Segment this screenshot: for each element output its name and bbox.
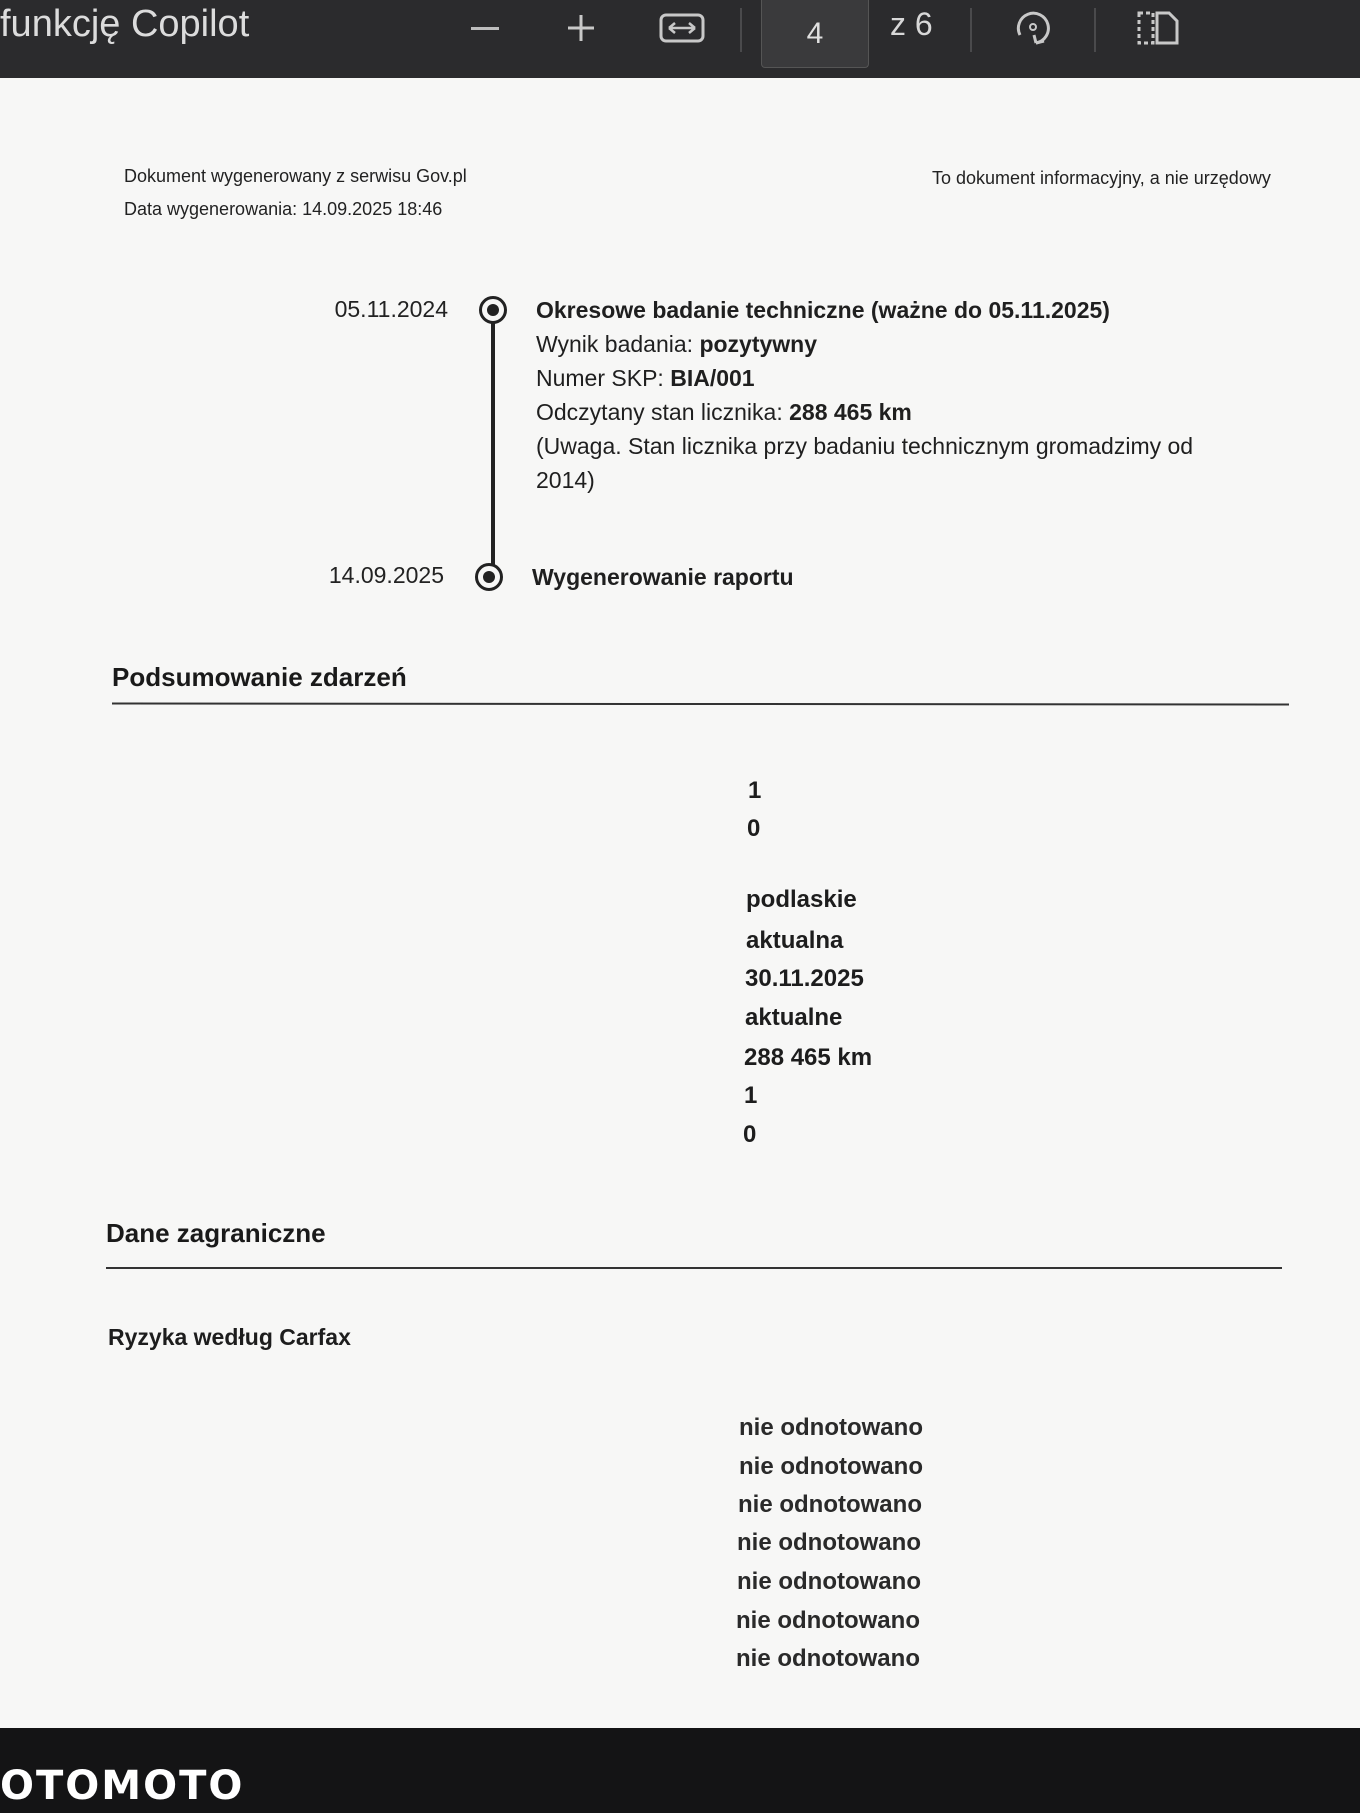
summary-value: 1 (744, 1082, 758, 1109)
timeline-line (491, 310, 495, 578)
timeline-dot (475, 563, 503, 591)
toolbar-separator (740, 8, 742, 52)
summary-value: 0 (743, 1121, 757, 1148)
summary-value: aktualna (746, 927, 844, 954)
generated-line: Data wygenerowania: 14.09.2025 18:46 (124, 199, 443, 219)
rotate-button[interactable] (1005, 0, 1061, 56)
event-skp: Numer SKP: BIA/001 (536, 365, 755, 391)
carfax-subtitle: Ryzyka według Carfax (108, 1324, 351, 1350)
summary-value: 30.11.2025 (745, 965, 864, 992)
section-divider (106, 1267, 1282, 1269)
event-title: Wygenerowanie raportu (532, 564, 794, 590)
foreign-section-title: Dane zagraniczne (106, 1218, 326, 1248)
document-page (0, 78, 1360, 1728)
timeline-event-report (532, 560, 794, 594)
summary-value: podlaskie (746, 886, 857, 913)
page-total-label: z 6 (890, 6, 933, 42)
plus-icon (566, 13, 596, 43)
source-line: Dokument wygenerowany z serwisu Gov.pl (124, 166, 467, 186)
event-meter: Odczytany stan licznika: 288 465 km (536, 399, 912, 425)
fit-width-button[interactable] (656, 0, 708, 56)
timeline-date: 14.09.2025 (328, 562, 444, 588)
disclaimer-text: To dokument informacyjny, a nie urzędowy (932, 168, 1271, 188)
page-view-button[interactable] (1130, 0, 1186, 56)
two-page-icon (1135, 9, 1181, 47)
toolbar-separator (970, 8, 972, 52)
risk-value: nie odnotowano (736, 1607, 920, 1634)
fit-width-icon (659, 11, 705, 45)
risk-value: nie odnotowano (739, 1453, 923, 1480)
rotate-icon (1010, 5, 1056, 51)
toolbar-separator (1094, 8, 1096, 52)
minus-icon (471, 27, 499, 30)
summary-section-title: Podsumowanie zdarzeń (112, 662, 407, 692)
timeline-dot (479, 296, 507, 324)
event-title: Okresowe badanie techniczne (ważne do 05.11.2025) (536, 297, 1110, 323)
event-result: Wynik badania: pozytywny (536, 331, 818, 357)
event-note: (Uwaga. Stan licznika przy badaniu technicznym gromadzimy od (536, 433, 1194, 459)
event-note-cont: 2014) (536, 467, 595, 493)
zoom-out-button[interactable] (462, 0, 508, 56)
summary-value: 288 465 km (744, 1044, 873, 1071)
section-divider (112, 702, 1289, 705)
zoom-in-button[interactable] (558, 0, 604, 56)
risk-value: nie odnotowano (737, 1529, 921, 1556)
risk-value: nie odnotowano (736, 1645, 920, 1672)
summary-value: 1 (748, 777, 762, 804)
risk-value: nie odnotowano (737, 1568, 921, 1595)
summary-value: aktualne (745, 1004, 843, 1031)
pdf-toolbar (0, 0, 1360, 78)
timeline-date: 05.11.2024 (334, 296, 448, 322)
toolbar-title: funkcję Copilot (0, 3, 250, 45)
generated-date: 14.09.2025 18:46 (302, 199, 443, 219)
document-header-left (124, 160, 467, 226)
page-number-input[interactable]: 4 (761, 0, 869, 68)
watermark-logo: OTOMOTO (0, 1763, 245, 1809)
summary-value: 0 (747, 815, 761, 842)
risk-value: nie odnotowano (739, 1414, 923, 1441)
risk-value: nie odnotowano (738, 1491, 922, 1518)
timeline-event-inspection (536, 293, 1193, 497)
